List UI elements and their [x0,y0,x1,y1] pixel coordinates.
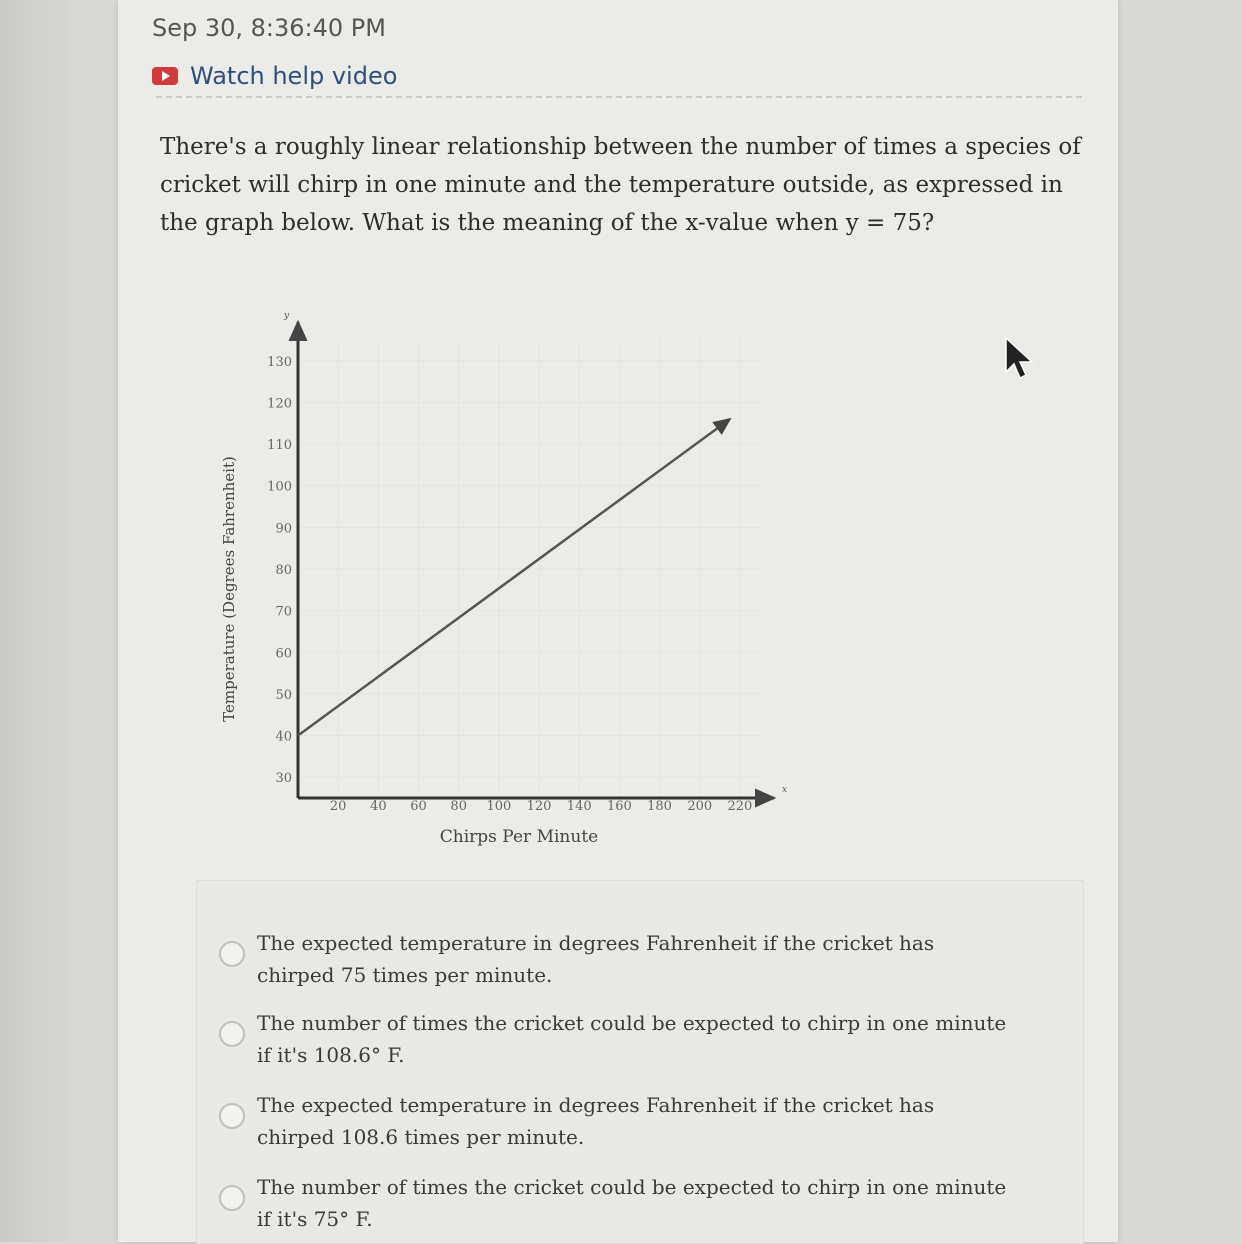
y-tick-label-1: 40 [275,729,292,745]
y-tick-label-9: 120 [267,396,292,412]
choice-2[interactable] [219,1007,1049,1071]
chart [210,300,810,860]
y-tick-label-4: 70 [275,604,292,620]
divider [156,96,1082,98]
choice-3[interactable] [219,1089,1049,1153]
x-axis-label: Chirps Per Minute [439,827,599,847]
y-tick-label-6: 90 [275,521,292,537]
x-tick-label-4: 100 [486,799,512,814]
x-tick-label-7: 160 [606,799,632,814]
x-tick-label-2: 60 [410,799,427,814]
radio-button-2[interactable] [219,1021,245,1047]
y-tick-label-0: 30 [275,771,292,787]
choice-text-4[interactable]: The number of times the cricket could be expected to chirp in one minute if it's 75° F. [257,1175,1007,1231]
x-tick-label-9: 200 [687,799,713,814]
chart-svg [210,300,810,860]
radio-button-4[interactable] [219,1185,245,1211]
question-text: There's a roughly linear relationship between the number of times a species of cricket will chirp in one minute and the temperature outside, as expressed in the graph below. What is the meaning of the x-value when y = 75? [160,134,1081,236]
y-tick-label-5: 80 [275,563,292,578]
answer-choices [196,880,1084,1244]
x-tick-label-10: 220 [727,799,753,814]
x-tick-label-0: 20 [329,799,347,814]
x-tick-label-6: 140 [566,799,592,814]
play-video-icon[interactable] [152,67,178,85]
x-tick-label-3: 80 [450,799,467,814]
left-background [0,0,70,1242]
radio-button-1[interactable] [219,941,245,967]
choice-text-2[interactable]: The number of times the cricket could be expected to chirp in one minute if it's 108.6° F. [257,1011,1007,1067]
choice-text-3[interactable]: The expected temperature in degrees Fahrenheit if the cricket has chirped 108.6 times per minute. [257,1093,935,1149]
choice-1[interactable] [219,927,1049,991]
x-tick-label-5: 120 [526,799,552,814]
y-axis-label: Temperature (Degrees Fahrenheit) [220,456,238,722]
x-tick-label-1: 40 [370,799,387,814]
y-tick-label-3: 60 [275,646,292,662]
y-tick-label-2: 50 [275,687,292,703]
radio-button-3[interactable] [219,1103,245,1129]
x-axis-symbol: x [782,785,788,795]
help-video-link[interactable]: Watch help video [190,62,398,90]
y-tick-label-10: 130 [267,354,292,370]
y-tick-label-7: 100 [267,479,292,495]
y-axis-symbol: y [284,311,290,321]
mouse-cursor-icon [1004,336,1038,380]
choice-text-1[interactable]: The expected temperature in degrees Fahrenheit if the cricket has chirped 75 times per minute. [257,931,935,987]
timestamp: Sep 30, 8:36:40 PM [152,14,386,42]
choice-4[interactable] [219,1171,1049,1235]
x-tick-label-8: 180 [647,799,672,814]
y-tick-label-8: 110 [267,438,292,454]
help-video-link-row[interactable] [152,62,397,90]
series-line-0 [298,419,730,735]
